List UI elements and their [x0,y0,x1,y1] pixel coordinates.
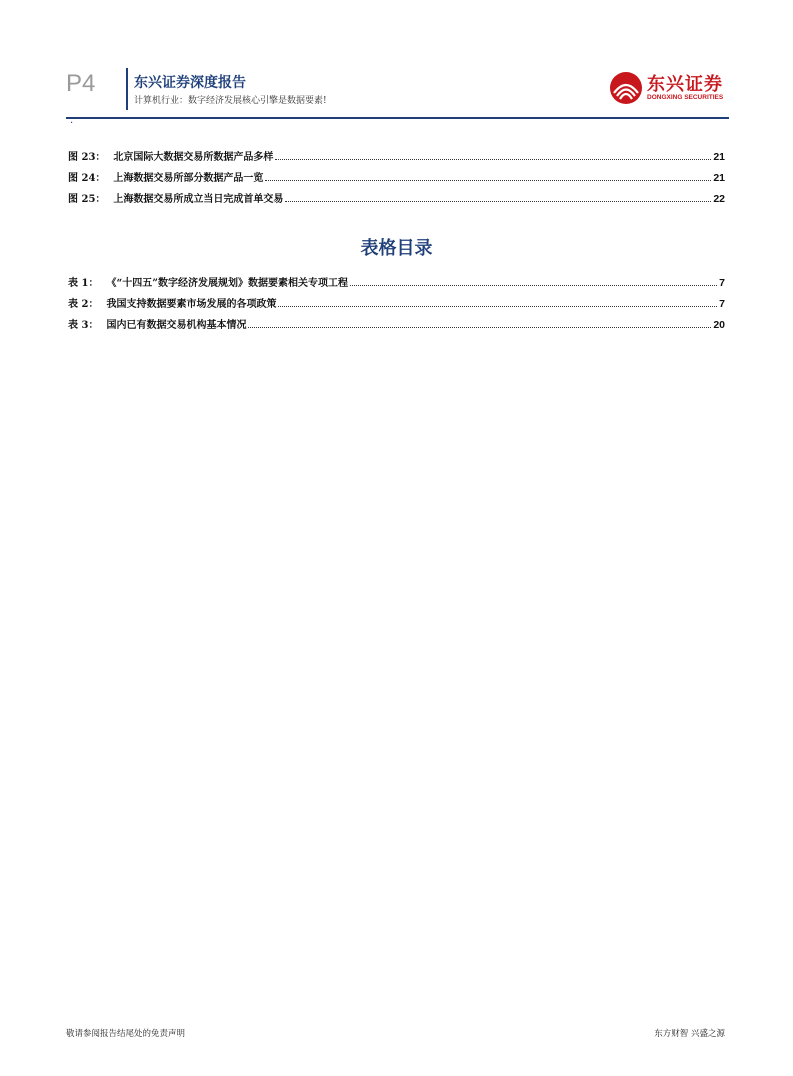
figure-toc-list [68,142,725,205]
toc-title: 北京国际大数据交易所数据产品多样 [113,152,274,163]
logo-text-en: DONGXING SECURITIES [647,94,724,101]
toc-title: 我国支持数据要素市场发展的各项政策 [106,299,277,310]
toc-title: 《“十四五”数字经济发展规划》数据要素相关专项工程 [106,278,348,289]
toc-label: 表 3： [68,320,99,331]
toc-leader-dots [248,326,711,328]
toc-entry[interactable] [68,268,725,289]
toc-page: 22 [713,193,725,205]
toc-page: 21 [713,172,725,184]
toc-leader-dots [278,305,717,307]
page-number: P4 [66,70,96,97]
toc-page: 20 [713,319,725,331]
header-rule [66,117,729,119]
toc-page: 7 [719,277,725,289]
toc-entry[interactable] [68,184,725,205]
toc-label: 图 23： [68,152,106,163]
toc-leader-dots [265,179,711,181]
toc-label: 图 24： [68,173,106,184]
logo-text-cn: 东兴证券 [647,74,723,95]
toc-label: 图 25： [68,194,106,205]
toc-title: 上海数据交易所部分数据产品一览 [113,173,264,184]
report-subtitle: 计算机行业：数字经济发展核心引擎是数据要素! [134,96,327,106]
toc-leader-dots [285,200,711,202]
toc-leader-dots [350,284,717,286]
toc-title: 国内已有数据交易机构基本情况 [106,320,247,331]
toc-entry[interactable] [68,289,725,310]
stray-mark: · [70,118,74,129]
toc-entry[interactable] [68,310,725,331]
toc-entry[interactable] [68,163,725,184]
toc-label: 表 2： [68,299,99,310]
company-logo [609,70,729,106]
toc-title: 上海数据交易所成立当日完成首单交易 [113,194,284,205]
report-title: 东兴证券深度报告 [134,75,246,91]
header-divider-bar [126,68,128,110]
table-toc-list [68,268,725,331]
section-title: 表格目录 [360,238,433,259]
toc-label: 表 1： [68,278,99,289]
footer-disclaimer: 敬请参阅报告结尾处的免责声明 [66,1029,186,1039]
footer-slogan: 东方财智 兴盛之源 [654,1029,725,1039]
toc-page: 7 [719,298,725,310]
toc-entry[interactable] [68,142,725,163]
toc-page: 21 [713,151,725,163]
toc-leader-dots [275,158,711,160]
logo-emblem-icon [609,71,643,105]
